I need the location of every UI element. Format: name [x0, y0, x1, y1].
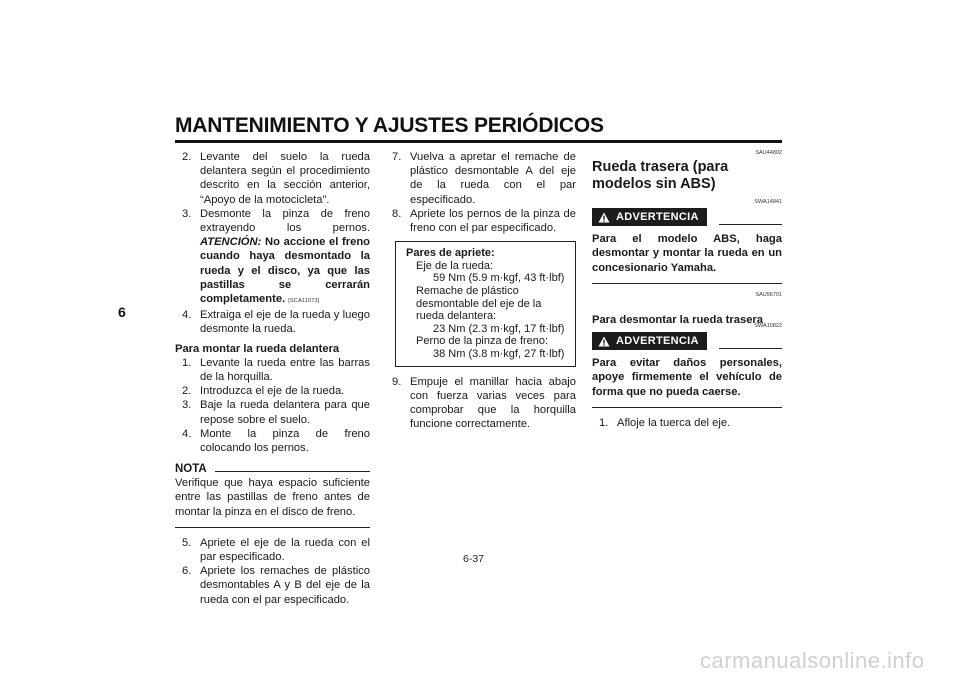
step-text: Introduzca el eje de la rueda.: [200, 385, 345, 398]
attention-label: ATENCIÓN:: [200, 236, 262, 249]
warning-label: ADVERTENCIA: [616, 211, 699, 223]
step-text: Empuje el manillar hacia abajo con fuerza varias veces para comprobar que la horquilla funcione correctamente.: [410, 375, 576, 431]
warning-header: [592, 208, 782, 226]
step-number: 1.: [182, 356, 192, 369]
warning-end-rule: [592, 283, 782, 284]
warning-text: Para el modelo ABS, haga desmontar y montar la rueda en un concesionario Yamaha.: [592, 233, 782, 274]
step-text: Apriete los remaches de plástico desmontables A y B del eje de la rueda con el par especificado.: [200, 565, 370, 606]
list-item: [385, 150, 576, 207]
torque-spec-box: [395, 241, 576, 366]
list-item: [175, 150, 370, 207]
reference-code: SAU56701: [755, 291, 782, 298]
column-middle: [385, 150, 576, 431]
list-item: [175, 564, 370, 607]
reference-code: SWA10822: [754, 323, 782, 330]
step-number: 3.: [182, 399, 192, 412]
warning-text: Para evitar daños personales, apoye firmemente el vehículo de forma que no pueda caerse.: [592, 357, 782, 398]
torque-value: 23 Nm (2.3 m·kgf, 17 ft·lbf): [433, 322, 565, 335]
header-rule: [175, 140, 782, 143]
step-number: 6.: [182, 565, 192, 578]
attention-text: No accione el freno cuando haya desmontado la rueda y el disco, ya que las pastillas se cerrarán completamente.: [200, 236, 370, 306]
torque-label: Eje de la rueda:: [416, 259, 494, 272]
step-number: 9.: [392, 375, 402, 388]
warning-label: ADVERTENCIA: [616, 335, 699, 348]
reference-code: [SCA11073]: [288, 298, 320, 305]
step-number: 2.: [182, 151, 192, 163]
step-number: 4.: [182, 309, 192, 322]
list-item: [385, 207, 576, 235]
list-item: [175, 308, 370, 336]
step-text: Desmonte la pinza de freno extrayendo los pernos.: [200, 207, 370, 235]
nota-header: [175, 462, 370, 474]
list-item: [175, 398, 370, 426]
chapter-tab: 6: [118, 304, 126, 320]
warning-rule: [719, 224, 782, 225]
warning-triangle-icon: [598, 212, 610, 223]
step-number: 1.: [599, 416, 609, 429]
torque-label: Perno de la pinza de freno:: [416, 335, 549, 348]
warning-triangle-icon: [598, 336, 610, 347]
nota-label: NOTA: [175, 463, 207, 476]
warning-header: [592, 332, 782, 350]
list-item: [175, 207, 370, 308]
column-right: [592, 150, 782, 430]
step-text: Levante del suelo la rueda delantera según el procedimiento descrito en la sección anterior, “Apoyo de la motocicleta”.: [200, 151, 370, 206]
page-title: MANTENIMIENTO Y AJUSTES PERIÓDICOS: [175, 114, 604, 137]
warning-badge: [592, 332, 707, 350]
warning-end-rule: [592, 407, 782, 408]
reference-code: SWA14841: [754, 199, 782, 205]
list-item: [175, 384, 370, 398]
list-item: [592, 416, 782, 430]
step-text: Monte la pinza de freno colocando los pernos.: [200, 427, 370, 455]
subheading-front-wheel-install: Para montar la rueda delantera: [175, 342, 340, 355]
step-number: 3.: [182, 207, 192, 220]
subheading-rear-wheel-remove: Para desmontar la rueda trasera: [592, 313, 764, 326]
list-item: [175, 427, 370, 455]
step-text: Extraiga el eje de la rueda y luego desmonte la rueda.: [200, 309, 370, 336]
page-number: 6-37: [463, 553, 485, 565]
section-title: Rueda trasera (para modelos sin ABS): [592, 159, 729, 192]
list-item: [385, 375, 576, 432]
list-item: [175, 536, 370, 564]
step-text: Vuelva a apretar el remache de plástico desmontable A del eje de la rueda con el par especificado.: [410, 151, 576, 206]
column-left: [175, 150, 370, 607]
step-number: 2.: [182, 385, 192, 398]
step-number: 8.: [392, 207, 402, 220]
warning-rule: [719, 348, 782, 349]
torque-title: Pares de apriete:: [406, 247, 495, 260]
step-number: 4.: [182, 427, 192, 440]
step-number: 5.: [182, 536, 192, 549]
step-text: Apriete el eje de la rueda con el par especificado.: [200, 536, 370, 564]
nota-rule: [215, 471, 370, 472]
torque-value: 59 Nm (5.9 m·kgf, 43 ft·lbf): [433, 272, 565, 285]
warning-badge: [592, 208, 707, 226]
watermark: carmanualsonline.info: [700, 648, 925, 673]
step-text: Baje la rueda delantera para que repose sobre el suelo.: [200, 399, 370, 426]
step-text: Apriete los pernos de la pinza de freno con el par especificado.: [410, 207, 576, 235]
torque-label: Remache de plástico desmontable del eje de la rueda delantera:: [416, 285, 542, 323]
reference-code: SAU44802: [755, 150, 782, 156]
step-text: Afloje la tuerca del eje.: [617, 416, 731, 429]
nota-text: Verifique que haya espacio suficiente entre las pastillas de freno antes de montar la pinza en el disco de freno.: [175, 477, 370, 518]
nota-end-rule: [175, 527, 370, 528]
step-number: 7.: [392, 151, 402, 163]
torque-value: 38 Nm (3.8 m·kgf, 27 ft·lbf): [433, 347, 565, 360]
step-text: Levante la rueda entre las barras de la horquilla.: [200, 356, 370, 384]
list-item: [175, 356, 370, 384]
